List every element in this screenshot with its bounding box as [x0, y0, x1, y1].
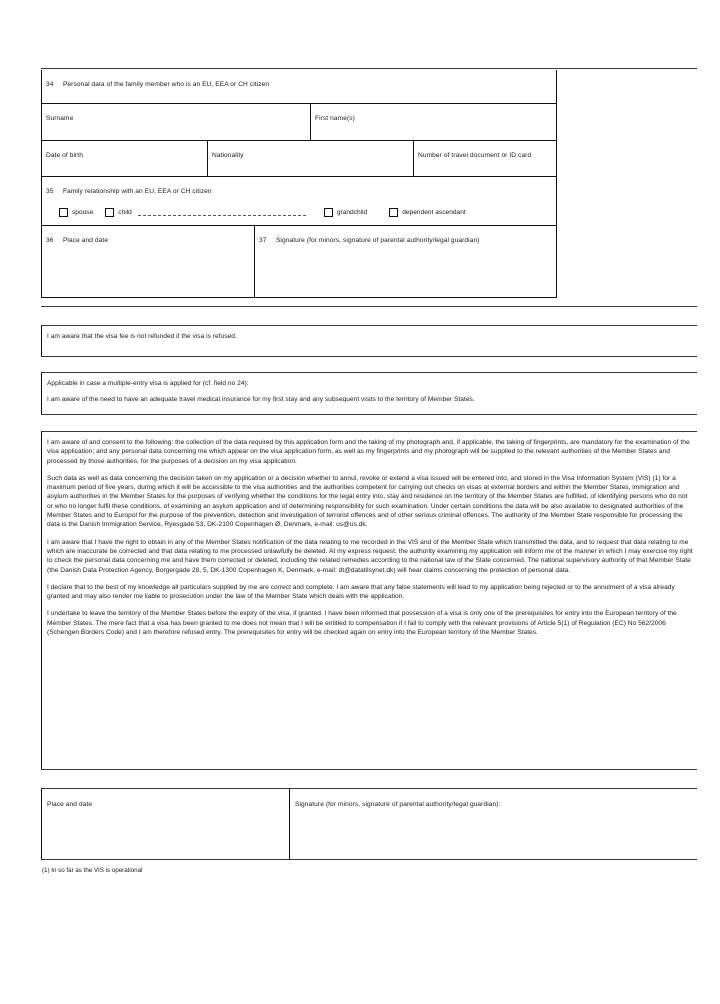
checkbox-label-child: child — [118, 209, 132, 216]
surname-cell[interactable] — [42, 104, 310, 140]
field-35-row — [42, 177, 556, 226]
declaration-medical-insurance — [41, 372, 697, 415]
field-34-title-cell — [42, 70, 556, 103]
travel-document-cell[interactable] — [413, 141, 556, 176]
nationality-cell[interactable] — [207, 141, 413, 176]
field-37-label: Signature (for minors, signature of parental authority/legal guardian) — [275, 237, 480, 244]
declaration-data-consent — [41, 431, 697, 770]
final-signature-label: Signature (for minors, signature of parental authority/legal guardian): — [295, 801, 501, 808]
child-detail-dotted-line[interactable] — [138, 210, 306, 216]
field-35-number: 35 — [46, 188, 54, 195]
final-signature-cell[interactable] — [289, 789, 697, 859]
field-34-name-row — [42, 104, 556, 141]
date-of-birth-cell[interactable] — [42, 141, 207, 176]
consent-paragraph-5: I undertake to leave the territory of the Member States before the expiry of the visa, if granted. I have been informed that possession of a visa is only one of the prerequisites for entry into the European territory of the Member States. The mere fact that a visa has been granted to me does not mean that I will be entitled to compensation if I fail to comply with the relevant provisions of Article 5(1) of Regulation (EC) No 562/2006 (Schengen Borders Code) and I am therefore refused entry. The prerequisites for entry will be checked again on entry into the European territory of the Member States. — [47, 610, 677, 637]
checkbox-label-spouse: spouse — [72, 209, 94, 216]
firstname-label: First name(s) — [315, 115, 355, 122]
date-of-birth-label: Date of birth — [46, 152, 83, 159]
final-place-and-date-label: Place and date — [47, 801, 93, 808]
consent-paragraph-4: I declare that to the best of my knowledge all particulars supplied by me are correct and complete. I am aware that any false statements will lead to my application being rejected or to the annulment of a visa already granted and may also render me liable to prosecution under the law of the Member State which deals with the application. — [47, 583, 675, 601]
consent-paragraph-2: Such data as well as data concerning the decision taken on my application or a decision whether to annul, revoke or extend a visa issued will be entered into, and stored in the Visa Information System (VIS) (1) for a maximum period of five years, during which it will be accessible to the visa authorities and the authorities competent for carrying out checks on visas at external borders and within the Member States, immigration and asylum authorities in the Member States for the purposes of verifying whether the conditions for the legal entry into, stay and residence on the territory of the Member States are fulfilled, of identifying persons who do not or who no longer fulfil these conditions, of examining an asylum application and of determining responsibility for such examination. Under certain conditions the data will be also available to designated authorities of the Member States and to Europol for the purpose of the prevention, detection and investigation of terrorist offences and of other serious criminal offences. The authority of the Member State responsible for processing the data is the Danish Immigration Service, Ryesgade 53, DK-2100 Copenhagen Ø, Denmark, e-mail: us@us.dk. — [47, 474, 688, 529]
final-signature-table — [41, 788, 697, 860]
declaration-visa-fee-text: I am aware that the visa fee is not refunded if the visa is refused. — [47, 333, 237, 340]
top-section-closing-rule — [41, 306, 697, 307]
final-place-and-date-cell[interactable] — [42, 789, 289, 859]
field-37-cell[interactable] — [254, 226, 556, 297]
top-divider-rule — [41, 68, 697, 69]
declaration-visa-fee — [41, 325, 697, 357]
surname-label: Surname — [46, 115, 74, 122]
checkbox-spouse[interactable] — [59, 208, 68, 217]
field-34-header-row — [42, 70, 556, 104]
field-35-cell — [42, 177, 556, 225]
consent-paragraph-3: I am aware that I have the right to obtain in any of the Member States notification of the data relating to me recorded in the VIS and of the Member State which transmitted the data, and to request that data relating to me which are inaccurate be corrected and that data relating to me processed unlawfully be deleted. At my express request, the authority examining my application will inform me of the manner in which I may exercise my right to check the personal data concerning me and have them corrected or deleted, including the related remedies according to the national law of the State concerned. The national supervisory authority of that Member State (the Danish Data Protection Agency, Borgergade 28, 5, DK-1300 Copenhagen K, Denmark, e-mail: dt@datatilsynet.dk) will hear claims concerning the protection of personal data. — [47, 538, 693, 574]
field-34-title: Personal data of the family member who is an EU, EEA or CH citizen — [62, 81, 270, 88]
nationality-label: Nationality — [212, 152, 244, 159]
field-37-number: 37 — [259, 237, 267, 244]
declaration-insurance-heading: Applicable in case a multiple-entry visa is applied for (cf. field no 24): — [47, 380, 249, 387]
checkbox-grandchild[interactable] — [324, 208, 333, 217]
footnote-vis-operational: (1) In so far as the VIS is operational — [42, 867, 143, 874]
family-member-table — [41, 70, 557, 298]
field-36-number: 36 — [46, 237, 54, 244]
field-36-37-row — [42, 226, 556, 298]
field-36-label: Place and date — [62, 237, 109, 244]
travel-document-label: Number of travel document or ID card — [418, 152, 532, 159]
field-35-title: Family relationship with an EU, EEA or CH citizen — [62, 188, 212, 195]
checkbox-dependent-ascendant[interactable] — [389, 208, 398, 217]
checkbox-label-dependent-ascendant: dependent ascendant — [402, 209, 466, 216]
family-relationship-options — [46, 208, 556, 217]
firstname-cell[interactable] — [310, 104, 556, 140]
declaration-insurance-text: I am aware of the need to have an adequate travel medical insurance for my first stay and any subsequent visits to the territory of Member States. — [47, 396, 475, 404]
checkbox-label-grandchild: grandchild — [336, 209, 368, 216]
field-34-number: 34 — [46, 81, 54, 88]
consent-paragraph-1: I am aware of and consent to the following: the collection of the data required by this application form and the taking of my photograph and, if applicable, the taking of fingerprints, are mandatory for the examination of the visa application; and any personal data concerning me which appear on the visa application form, as well as my fingerprints and my photograph will be supplied to the relevant authorities of the Member States and processed by those authorities, for the purposes of a decision on my visa application. — [47, 439, 690, 465]
checkbox-child[interactable] — [105, 208, 114, 217]
field-34-doc-row — [42, 141, 556, 177]
field-36-cell[interactable] — [42, 226, 254, 297]
